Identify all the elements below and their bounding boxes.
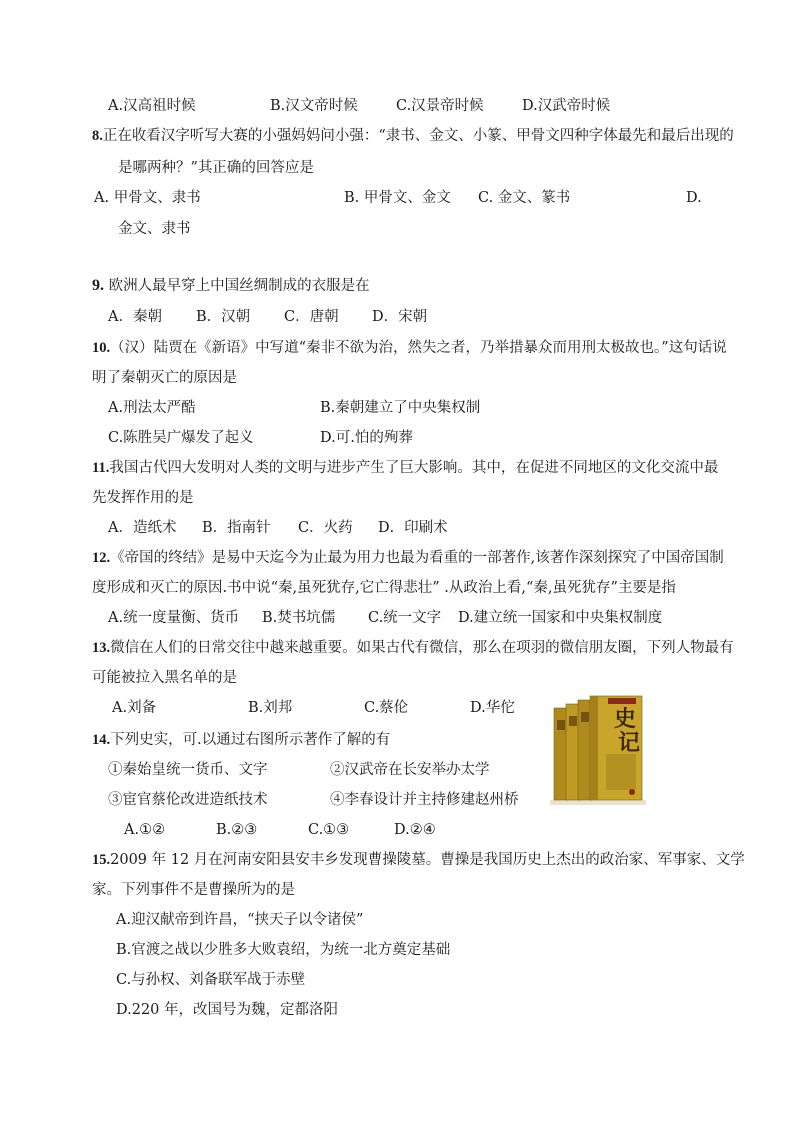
q11-stem-line1: 11.我国古代四大发明对人类的文明与进步产生了巨大影响。其中，在促进不同地区的文化交流中最 bbox=[92, 460, 719, 476]
q7-option-d: D.汉武帝时候 bbox=[522, 98, 611, 114]
book-title-part1: 史 bbox=[614, 706, 637, 732]
q12-option-c: C.统一文字 bbox=[368, 610, 442, 626]
q10-option-d: D.可.怕的殉葬 bbox=[320, 430, 413, 446]
q14-item-4: ④李春设计并主持修建赵州桥 bbox=[330, 792, 519, 808]
q14-item-1: ①秦始皇统一货币、文字 bbox=[108, 762, 268, 778]
q14-number: 14. bbox=[92, 732, 111, 748]
q15-option-a: A.迎汉献帝到许昌，“挟天子以令诸侯” bbox=[116, 912, 364, 928]
q10-option-b: B.秦朝建立了中央集权制 bbox=[320, 400, 481, 416]
q14-item-2: ②汉武帝在长安举办太学 bbox=[330, 762, 490, 778]
q14-option-d: D.②④ bbox=[394, 822, 436, 838]
q12-option-b: B.焚书坑儒 bbox=[262, 610, 336, 626]
q13-option-d: D.华佗 bbox=[470, 700, 515, 716]
book-title-part2: 记 bbox=[618, 730, 641, 756]
q15-option-c: C.与孙权、刘备联军战于赤壁 bbox=[116, 972, 306, 988]
q10-option-c: C.陈胜吴广爆发了起义 bbox=[108, 430, 254, 446]
q11-option-d: D．印刷术 bbox=[378, 520, 448, 536]
q13-stem-line2: 可能被拉入黑名单的是 bbox=[92, 670, 237, 686]
q10-number: 10. bbox=[92, 340, 111, 356]
q15-stem-line1: 15.2009 年 12 月在河南安阳县安丰乡发现曹操陵墓。曹操是我国历史上杰出的政治家、军事家、文学 bbox=[92, 852, 745, 868]
q8-stem-line2: 是哪两种？”其正确的回答应是 bbox=[118, 160, 314, 176]
q10-stem-line2: 明了秦朝灭亡的原因是 bbox=[92, 370, 237, 386]
q15-number: 15. bbox=[92, 852, 111, 868]
q9-option-d: D．宋朝 bbox=[372, 309, 428, 325]
q7-option-a: A.汉高祖时候 bbox=[108, 98, 196, 114]
q8-option-b: B. 甲骨文、金文 bbox=[344, 190, 451, 206]
q11-option-a: A．造纸术 bbox=[108, 520, 177, 536]
q9-number: 9. bbox=[92, 277, 104, 294]
q14-stem: 14.下列史实，可.以通过右图所示著作了解的有 bbox=[92, 732, 391, 748]
q9-stem: 9. 欧洲人最早穿上中国丝绸制成的衣服是在 bbox=[92, 277, 370, 294]
q15-option-b: B.官渡之战以少胜多大败袁绍，为统一北方奠定基础 bbox=[116, 942, 451, 958]
q13-stem-line1: 13.微信在人们的日常交往中越来越重要。如果古代有微信，那么在项羽的微信朋友圈，下列人物最有 bbox=[92, 640, 734, 656]
q12-stem-line2: 度形成和灭亡的原因.书中说“秦,虽死犹存,它亡得悲壮” .从政治上看,“秦,虽死犹存”主要是指 bbox=[92, 580, 676, 596]
q10-option-a: A.刑法太严酷 bbox=[108, 400, 196, 416]
q12-option-d: D.建立统一国家和中央集权制度 bbox=[458, 610, 663, 626]
q13-option-a: A.刘备 bbox=[112, 700, 157, 716]
q10-stem-line1: 10.（汉）陆贾在《新语》中写道“秦非不欲为治，然失之者，乃举措暴众而用刑太极故也。”这句话说 bbox=[92, 340, 727, 356]
q13-option-c: C.蔡伦 bbox=[364, 700, 409, 716]
q13-option-b: B.刘邦 bbox=[248, 700, 293, 716]
q7-option-b: B.汉文帝时候 bbox=[270, 98, 358, 114]
q15-option-d: D.220 年，改国号为魏，定都洛阳 bbox=[116, 1002, 339, 1018]
q8-number: 8. bbox=[92, 128, 103, 144]
q11-option-b: B．指南针 bbox=[202, 520, 271, 536]
q12-option-a: A.统一度量衡、货币 bbox=[108, 610, 240, 626]
q11-option-c: C．火药 bbox=[298, 520, 353, 536]
shiji-books-image bbox=[548, 694, 648, 806]
q8-option-d: D. bbox=[686, 190, 702, 206]
q9-option-b: B．汉朝 bbox=[196, 309, 251, 325]
q8-stem-line1: 8.正在收看汉字听写大赛的小强妈妈问小强：“隶书、金文、小篆、甲骨文四种字体最先和最后出现的 bbox=[92, 128, 734, 144]
q12-number: 12. bbox=[92, 550, 111, 566]
q11-stem-line2: 先发挥作用的是 bbox=[92, 490, 194, 506]
q14-option-b: B.②③ bbox=[216, 822, 258, 838]
q13-number: 13. bbox=[92, 640, 111, 656]
q8-option-c: C. 金文、篆书 bbox=[478, 190, 571, 206]
q8-option-a: A. 甲骨文、隶书 bbox=[94, 190, 201, 206]
q11-number: 11. bbox=[92, 460, 110, 476]
q14-item-3: ③宦官蔡伦改进造纸技术 bbox=[108, 792, 268, 808]
q9-option-a: A．秦朝 bbox=[108, 309, 162, 325]
q12-stem-line1: 12.《帝国的终结》是易中天迄今为止最为用力也最为看重的一部著作,该著作深刻探究了中国帝国制 bbox=[92, 550, 724, 566]
q7-option-c: C.汉景帝时候 bbox=[396, 98, 484, 114]
q14-option-a: A.①② bbox=[124, 822, 166, 838]
q15-stem-line2: 家。下列事件不是曹操所为的是 bbox=[92, 882, 295, 898]
q8-option-d-text: 金文、隶书 bbox=[118, 221, 191, 237]
q14-option-c: C.①③ bbox=[308, 822, 350, 838]
q9-option-c: C．唐朝 bbox=[284, 309, 339, 325]
